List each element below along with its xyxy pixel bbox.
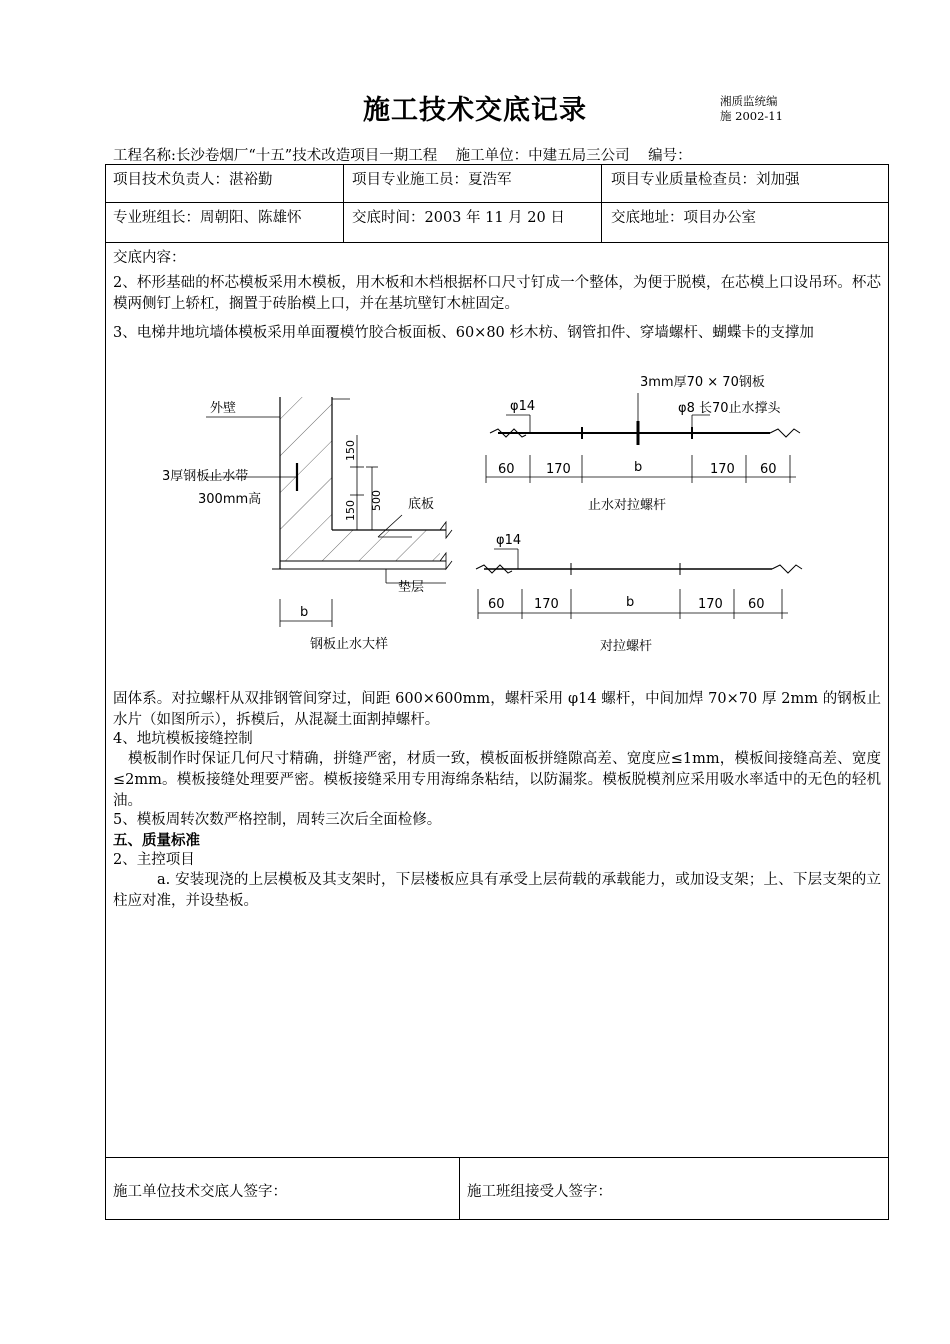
quality-inspector-cell: 项目专业质量检查员：刘加强 bbox=[611, 172, 800, 188]
dim-170-left-top: 170 bbox=[546, 462, 571, 477]
dim-b-left: b bbox=[300, 605, 309, 620]
dim-170-right-bottom: 170 bbox=[698, 597, 723, 612]
paragraph-3-continued: 固体系。对拉螺杆从双排钢管间穿过，间距 600×600mm，螺杆采用 φ14 螺杆，中间加焊 70×70 厚 2mm 的钢板止水片（如图所示），拆模后，从混凝土面割掉螺杆。 bbox=[113, 691, 881, 728]
paragraph-3: 3、电梯井地坑墙体模板采用单面覆模竹胶合板面板、60×80 杉木枋、钢管扣件、穿墙螺杆、蝴蝶卡的支撑加 bbox=[113, 325, 814, 341]
dim-150-lower: 150 bbox=[344, 500, 357, 521]
dim-150-upper: 150 bbox=[344, 440, 357, 461]
section-4-title: 4、地坑模板接缝控制 bbox=[113, 731, 253, 747]
content-label: 交底内容： bbox=[113, 250, 186, 266]
handover-time-cell: 交底时间：2003 年 11 月 20 日 bbox=[352, 210, 565, 226]
form-code-line2: 施 2002-11 bbox=[720, 109, 783, 123]
tie-bolt-diagram bbox=[476, 533, 802, 654]
form-code bbox=[720, 94, 783, 124]
section-5-subtitle: 2、主控项目 bbox=[113, 852, 195, 868]
table-rule-signature-col bbox=[459, 1157, 460, 1220]
waterstop-detail bbox=[162, 397, 452, 652]
waterstop-height-label: 300mm高 bbox=[198, 492, 262, 507]
page-title: 施工技术交底记录 bbox=[363, 95, 587, 126]
waterstop-bolt-diagram bbox=[486, 374, 800, 513]
table-rule-signature bbox=[105, 1157, 889, 1158]
dim-60-left-bottom: 60 bbox=[488, 597, 505, 612]
dim-60-right-top: 60 bbox=[760, 462, 777, 477]
handover-place-cell: 交底地址：项目办公室 bbox=[611, 210, 756, 226]
dim-500: 500 bbox=[370, 490, 383, 511]
floor-slab-label: 底板 bbox=[408, 497, 435, 512]
dim-170-right-top: 170 bbox=[710, 462, 735, 477]
dim-b-top: b bbox=[634, 460, 643, 475]
team-signature-field: 施工班组接受人签字： bbox=[467, 1184, 612, 1200]
project-info-line: 工程名称:长沙卷烟厂“十五”技术改造项目一期工程 施工单位：中建五局三公司 编号： bbox=[113, 148, 692, 164]
technical-drawing bbox=[150, 365, 810, 665]
table-rule-row2 bbox=[105, 242, 889, 243]
quality-standard-heading: 五、质量标准 bbox=[113, 832, 200, 849]
rod-diameter-label-top: φ14 bbox=[510, 399, 536, 414]
paragraph-2: 2、杯形基础的杯芯模板采用木模板，用木板和木档根据杯口尺寸钉成一个整体，为便于脱模，在芯模上口设吊环。杯芯模两侧钉上轿杠，搁置于砖胎模上口，并在基坑壁钉木桩固定。 bbox=[113, 275, 881, 312]
dim-b-bottom: b bbox=[626, 595, 635, 610]
waterstop-bolt-caption: 止水对拉螺杆 bbox=[588, 498, 667, 513]
team-leader-cell: 专业班组长：周朝阳、陈雄怀 bbox=[113, 210, 302, 226]
table-rule-col1 bbox=[343, 164, 344, 242]
paragraph-4: 模板制作时保证几何尺寸精确，拼缝严密，材质一致，模板面板拼缝隙高差、宽度应≤1mm，模板间接缝高差、宽度≤2mm。模板接缝处理要严密。模板接缝采用专用海绵条粘结，以防漏浆。模板脱模剂应采用吸水率适中的无色的轻机油。 bbox=[113, 751, 881, 809]
water-stop-head-label: φ8 长70止水撑头 bbox=[678, 401, 781, 416]
wall-label: 外壁 bbox=[210, 401, 237, 416]
table-rule-row1 bbox=[105, 202, 889, 203]
construction-staff-cell: 项目专业施工员：夏浩军 bbox=[352, 172, 512, 188]
steel-plate-label: 3mm厚70 × 70钢板 bbox=[640, 375, 765, 390]
quality-item-a: a. 安装现浇的上层模板及其支架时，下层楼板应具有承受上层荷载的承载能力，或加设支架；上、下层支架的立柱应对准，并设垫板。 bbox=[113, 872, 881, 909]
form-code-line1: 湘质监统编 bbox=[720, 94, 778, 108]
dim-170-left-bottom: 170 bbox=[534, 597, 559, 612]
rod-diameter-label-bottom: φ14 bbox=[496, 533, 522, 548]
construction-signature-field: 施工单位技术交底人签字： bbox=[113, 1184, 287, 1200]
paragraph-5: 5、模板周转次数严格控制，周转三次后全面检修。 bbox=[113, 812, 442, 828]
tie-bolt-caption: 对拉螺杆 bbox=[600, 639, 653, 654]
dim-60-left-top: 60 bbox=[498, 462, 515, 477]
section-5-title bbox=[113, 830, 881, 852]
waterstop-band-label: 3厚钢板止水带 bbox=[162, 469, 249, 484]
tech-lead-cell: 项目技术负责人：湛裕勤 bbox=[113, 172, 273, 188]
dim-60-right-bottom: 60 bbox=[748, 597, 765, 612]
table-rule-col2 bbox=[601, 164, 602, 242]
waterstop-caption: 钢板止水大样 bbox=[310, 637, 389, 652]
cushion-layer-label: 垫层 bbox=[398, 580, 425, 595]
